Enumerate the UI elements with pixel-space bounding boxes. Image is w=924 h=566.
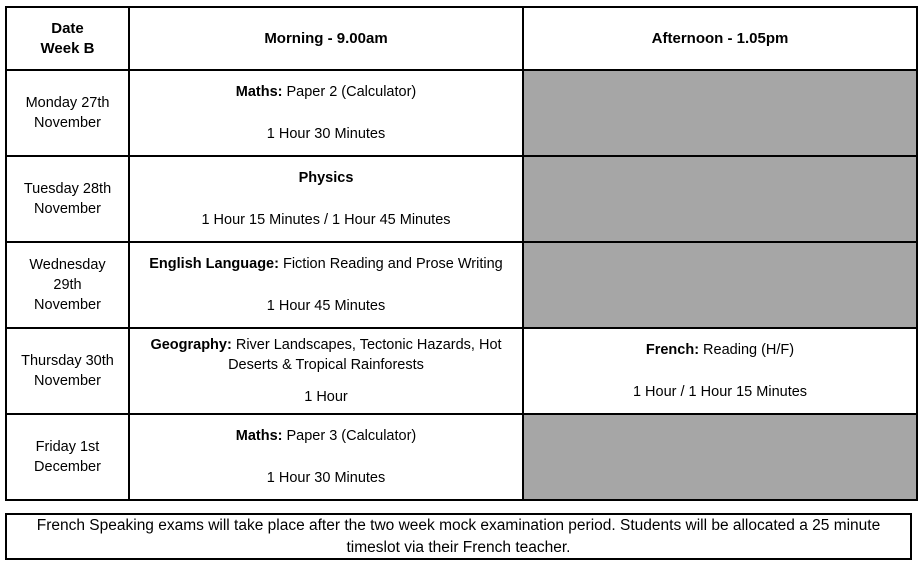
date-line1: Friday 1st <box>35 439 100 455</box>
date-line1: Monday 27th <box>25 95 110 111</box>
date-line3: November <box>34 297 101 313</box>
paper-detail: Fiction Reading and Prose Writing <box>278 256 503 272</box>
subject-name: Maths: <box>235 84 283 100</box>
date-cell <box>6 328 129 414</box>
header-date-line2: Week B <box>40 39 95 57</box>
morning-cell <box>129 156 523 242</box>
paper-detail: Paper 3 (Calculator) <box>282 428 417 444</box>
table-row <box>6 156 917 242</box>
date-line2: November <box>34 201 101 217</box>
exam-duration: 1 Hour 30 Minutes <box>266 470 386 486</box>
table-row <box>6 414 917 500</box>
afternoon-cell <box>523 328 917 414</box>
header-morning: Morning - 9.00am <box>129 7 523 70</box>
afternoon-cell-empty <box>523 414 917 500</box>
exam-title <box>130 82 522 102</box>
date-cell <box>6 242 129 328</box>
date-line2: November <box>34 115 101 131</box>
date-cell <box>6 414 129 500</box>
date-cell <box>6 156 129 242</box>
table-row <box>6 70 917 156</box>
exam-duration: 1 Hour <box>304 389 348 405</box>
table-row <box>6 242 917 328</box>
morning-cell <box>129 328 523 414</box>
subject-name: Physics <box>298 170 354 186</box>
header-afternoon: Afternoon - 1.05pm <box>523 7 917 70</box>
paper-detail: Paper 2 (Calculator) <box>282 84 417 100</box>
header-date <box>6 7 129 70</box>
table-row <box>6 328 917 414</box>
date-line1: Thursday 30th <box>21 353 114 369</box>
exam-title <box>130 426 522 446</box>
exam-title <box>144 335 508 375</box>
exam-duration: 1 Hour 30 Minutes <box>266 126 386 142</box>
exam-title <box>130 168 522 188</box>
date-line2: December <box>34 459 101 475</box>
morning-cell <box>129 242 523 328</box>
exam-duration: 1 Hour 15 Minutes / 1 Hour 45 Minutes <box>201 212 451 228</box>
subject-name: English Language: <box>149 256 279 272</box>
paper-detail: River Landscapes, Tectonic Hazards, Hot Deserts & Tropical Rainforests <box>228 337 502 373</box>
exam-duration: 1 Hour 45 Minutes <box>266 298 386 314</box>
exam-timetable <box>5 6 918 501</box>
date-line2: November <box>34 373 101 389</box>
header-row <box>6 7 917 70</box>
morning-cell <box>129 414 523 500</box>
note-text: French Speaking exams will take place after the two week mock examination period. Students will be allocated a 25 minute timeslot via their French teacher. <box>36 516 881 556</box>
date-cell <box>6 70 129 156</box>
paper-detail: Reading (H/F) <box>699 342 795 358</box>
header-date-line1: Date <box>51 19 84 37</box>
subject-name: French: <box>645 342 700 358</box>
exam-duration: 1 Hour / 1 Hour 15 Minutes <box>632 384 808 400</box>
morning-cell <box>129 70 523 156</box>
exam-title <box>524 340 916 360</box>
afternoon-cell-empty <box>523 242 917 328</box>
speaking-exam-note <box>5 513 912 560</box>
subject-name: Geography: <box>150 337 232 353</box>
date-line1: Tuesday 28th <box>23 181 112 197</box>
subject-name: Maths: <box>235 428 283 444</box>
exam-title <box>130 254 522 274</box>
date-line1: Wednesday <box>29 257 106 273</box>
afternoon-cell-empty <box>523 70 917 156</box>
date-line2: 29th <box>53 277 82 293</box>
afternoon-cell-empty <box>523 156 917 242</box>
